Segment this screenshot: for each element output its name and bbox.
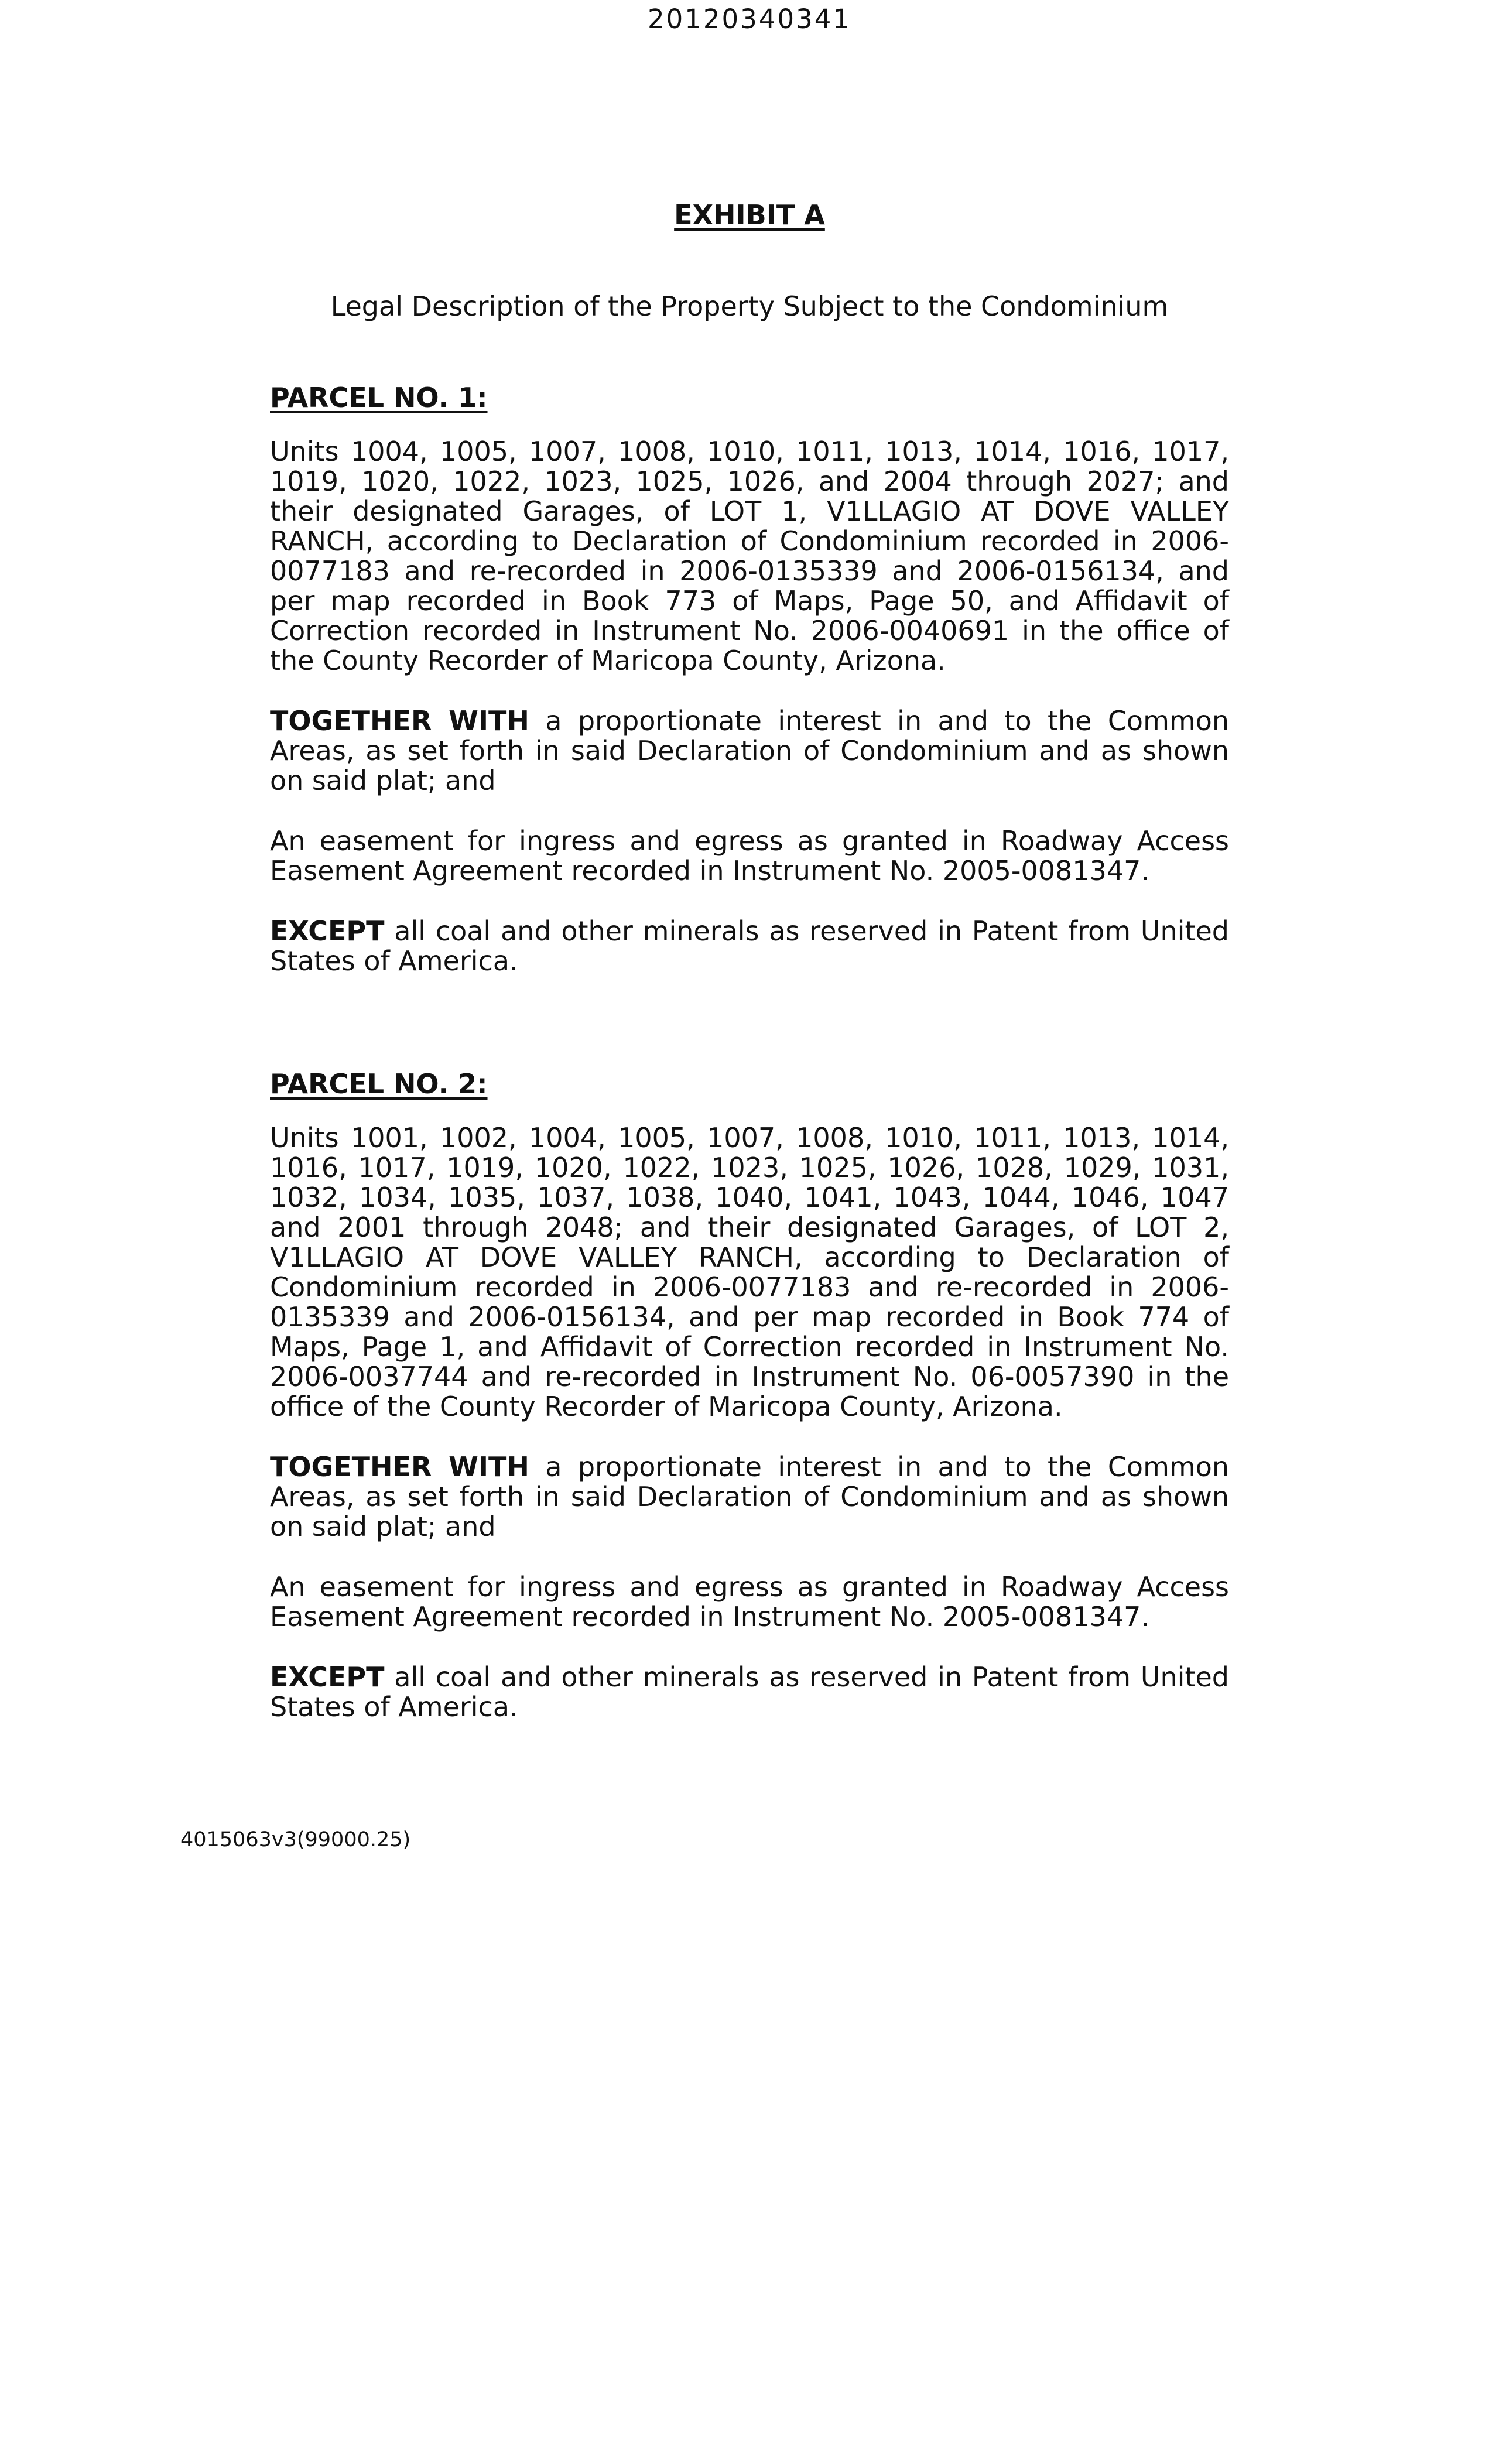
easement-paragraph: An easement for ingress and egress as granted in Roadway Access Easement Agreement recorded in Instrument No. 2005-0081347.: [270, 1571, 1229, 1633]
together-with-paragraph: [270, 706, 1229, 796]
except-lead: EXCEPT: [270, 1661, 385, 1693]
parcel-section-2: [270, 1068, 1229, 1753]
footer-document-id: 4015063v3(99000.25): [180, 1828, 411, 1852]
except-paragraph: [270, 1662, 1229, 1722]
document-number: 20120340341: [648, 4, 851, 35]
parcel-heading: PARCEL NO. 2:: [270, 1068, 488, 1100]
easement-paragraph: An easement for ingress and egress as granted in Roadway Access Easement Agreement recorded in Instrument No. 2005-0081347.: [270, 825, 1229, 887]
parcel-heading: PARCEL NO. 1:: [270, 382, 488, 413]
exhibit-title: EXHIBIT A: [674, 199, 825, 231]
together-with-lead: TOGETHER WITH: [270, 705, 529, 737]
except-text: all coal and other minerals as reserved in Patent from United States of America.: [270, 915, 1229, 977]
together-with-text: a proportionate interest in and to the Common Areas, as set forth in said Declaration of Condominium and as shown on said plat; and: [270, 705, 1229, 796]
except-text: all coal and other minerals as reserved in Patent from United States of America.: [270, 1661, 1229, 1723]
parcel-section-1: [270, 382, 1229, 1007]
except-paragraph: [270, 916, 1229, 976]
parcel-description: Units 1001, 1002, 1004, 1005, 1007, 1008, 1010, 1011, 1013, 1014, 1016, 1017, 1019, 1020, 1022, 1023, 1025, 1026, 1028, 1029, 1031, 1032, 1034, 1035, 1037, 1038, 1040, 1041, 1043, 1044, 1046, 1047 and 2001 through 2048; and their designated Garages, of LOT 2, V1LLAGIO AT DOVE VALLEY RANCH, according to Declaration of Condominium recorded in 2006-0077183 and re-recorded in 2006-0135339 and 2006-0156134, and per map recorded in Book 774 of Maps, Page 1, and Affidavit of Correction recorded in Instrument No. 2006-0037744 and re-recorded in Instrument No. 06-0057390 in the office of the County Recorder of Maricopa County, Arizona.: [270, 1122, 1229, 1422]
except-lead: EXCEPT: [270, 915, 385, 947]
together-with-paragraph: [270, 1452, 1229, 1542]
together-with-lead: TOGETHER WITH: [270, 1451, 529, 1483]
together-with-text: a proportionate interest in and to the Common Areas, as set forth in said Declaration of Condominium and as shown on said plat; and: [270, 1451, 1229, 1542]
exhibit-subtitle: Legal Description of the Property Subject to the Condominium: [330, 290, 1169, 322]
parcel-description: Units 1004, 1005, 1007, 1008, 1010, 1011, 1013, 1014, 1016, 1017, 1019, 1020, 1022, 1023, 1025, 1026, and 2004 through 2027; and their designated Garages, of LOT 1, V1LLAGIO AT DOVE VALLEY RANCH, according to Declaration of Condominium recorded in 2006-0077183 and re-recorded in 2006-0135339 and 2006-0156134, and per map recorded in Book 773 of Maps, Page 50, and Affidavit of Correction recorded in Instrument No. 2006-0040691 in the office of the County Recorder of Maricopa County, Arizona.: [270, 436, 1229, 676]
